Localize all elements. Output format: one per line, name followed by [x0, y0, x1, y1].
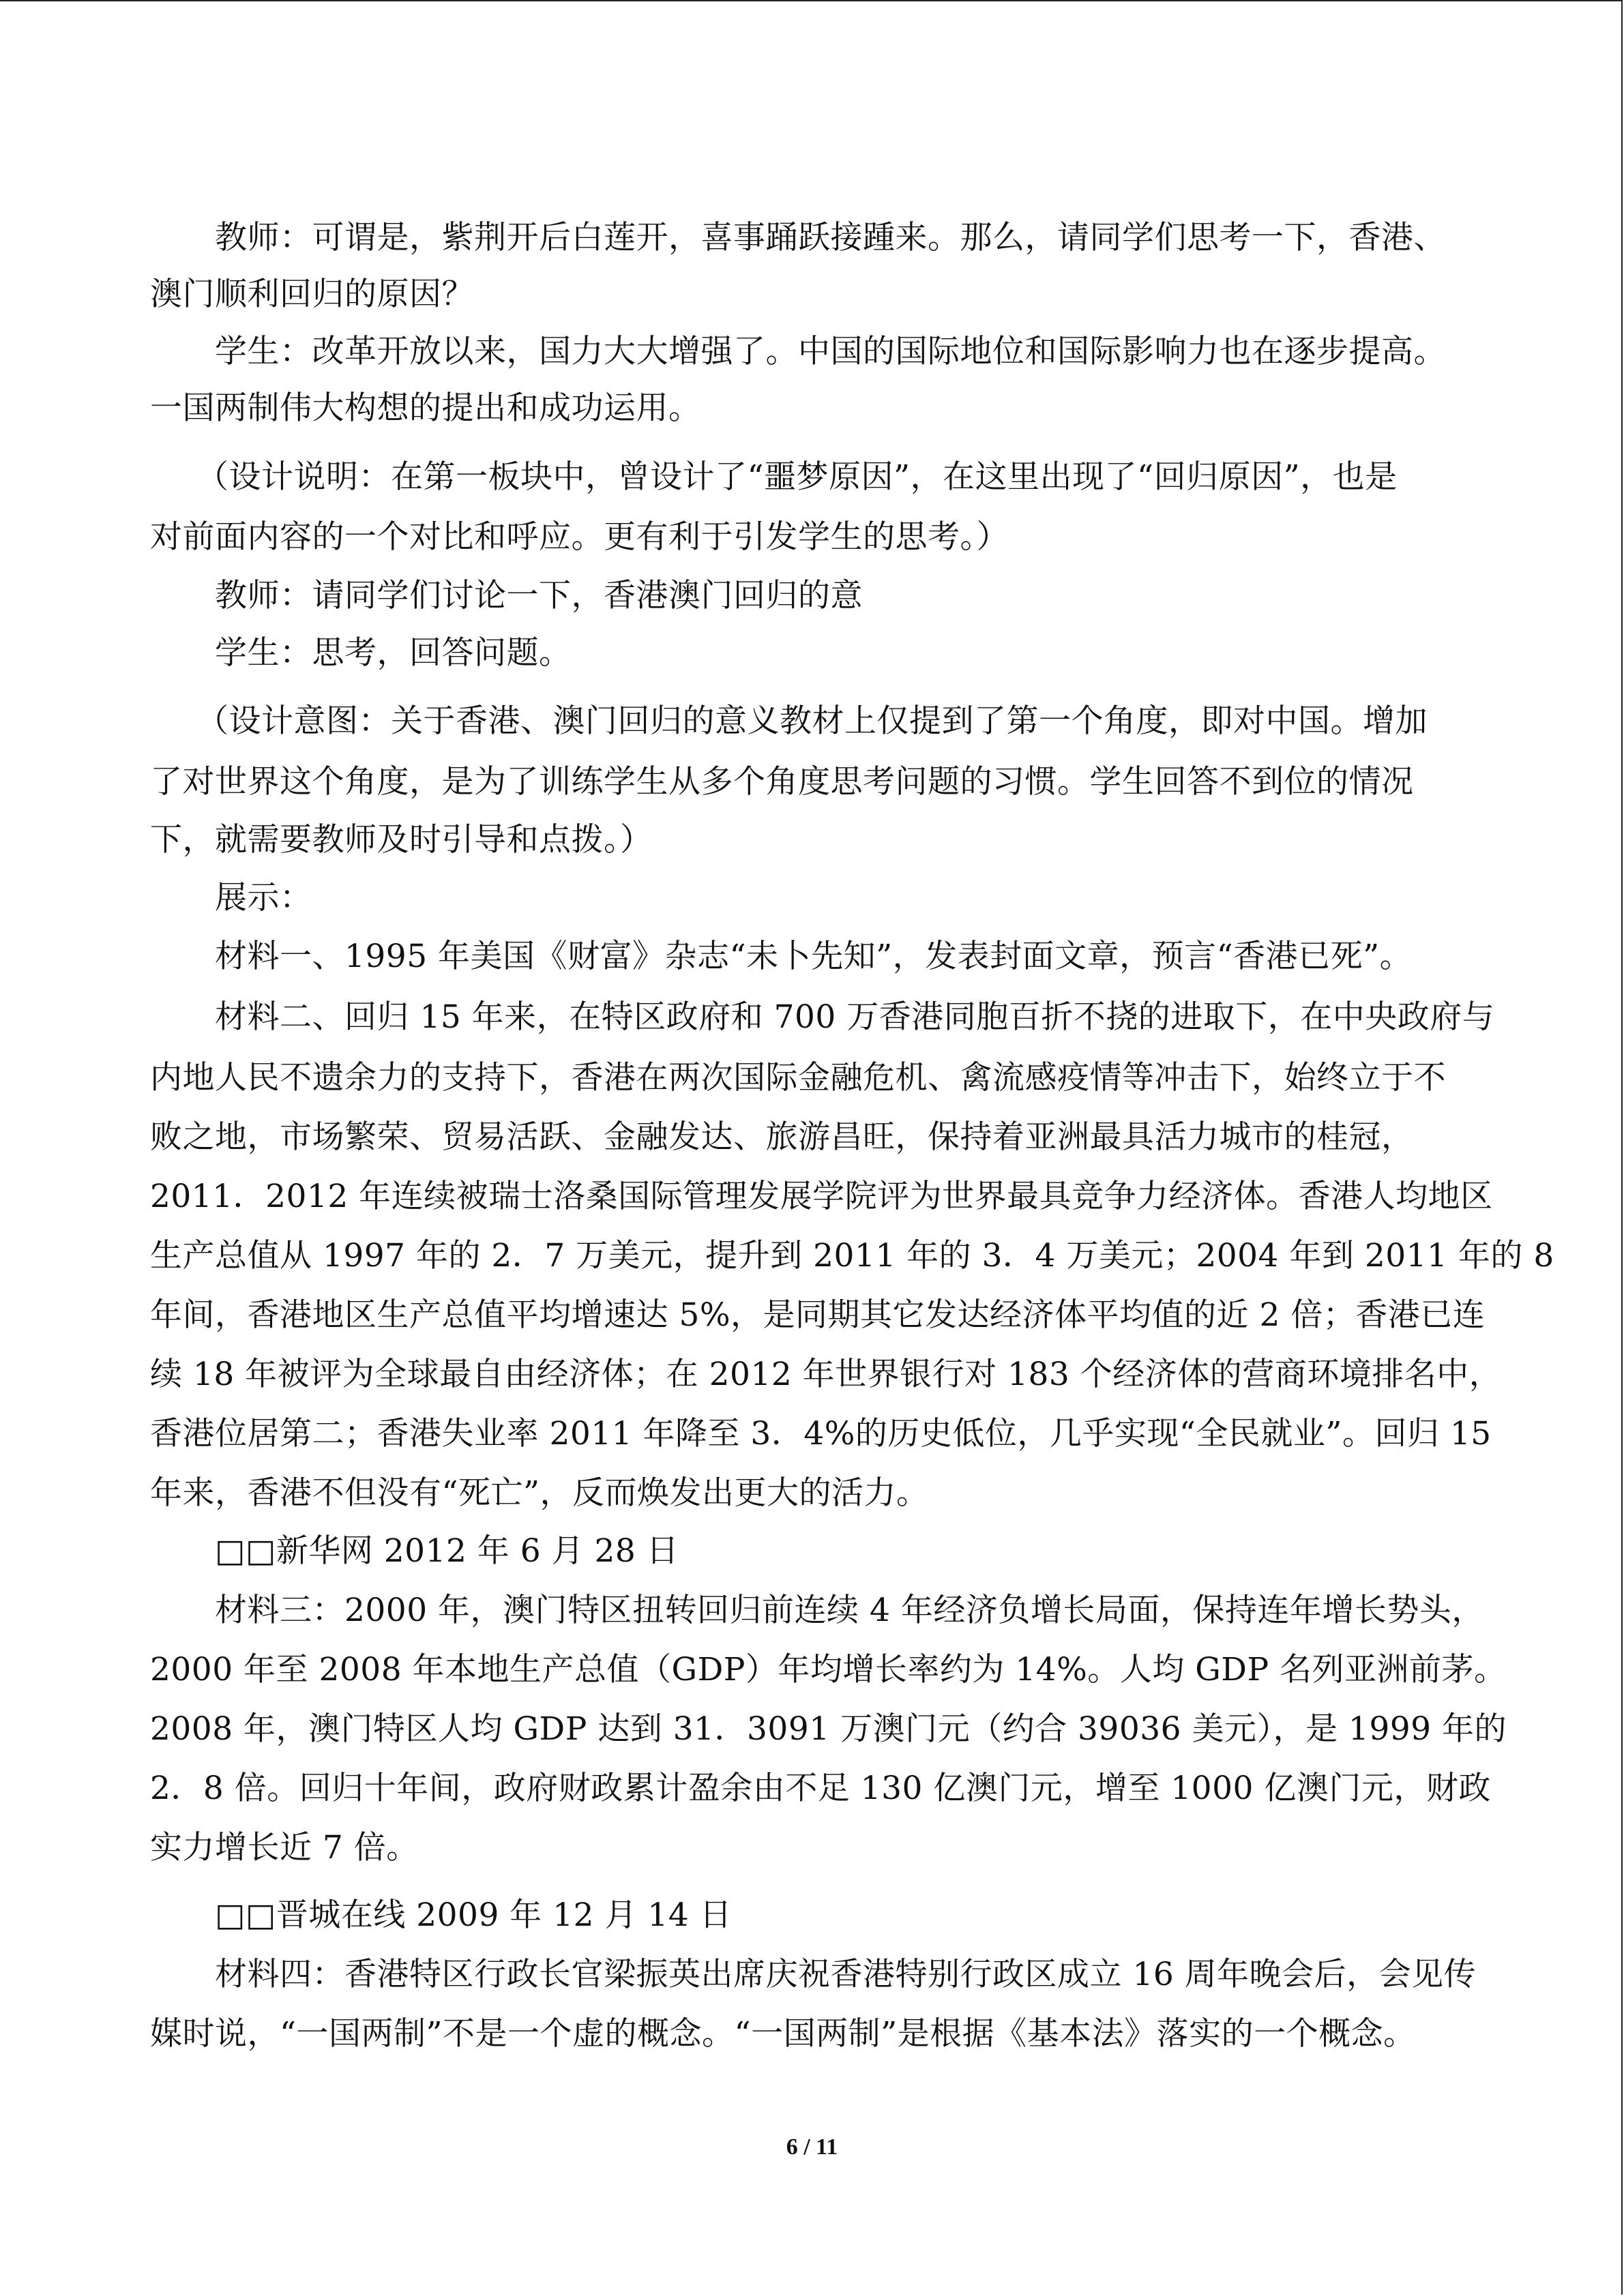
- text-line: 2．8 倍。回归十年间，政府财政累计盈余由不足 130 亿澳门元，增至 1000 亿澳门元，财政: [150, 1770, 1491, 1807]
- text-line: （设计说明：在第一板块中，曾设计了“噩梦原因”，在这里出现了“回归原因”，也是: [196, 458, 1398, 496]
- text-line: 展示：: [215, 879, 312, 916]
- text-line: 内地人民不遗余力的支持下，香港在两次国际金融危机、禽流感疫情等冲击下，始终立于不: [150, 1059, 1446, 1097]
- text-line: 材料二、回归 15 年来，在特区政府和 700 万香港同胞百折不挠的进取下，在中央政府与: [215, 998, 1495, 1036]
- text-line: 年来，香港不但没有“死亡”，反而焕发出更大的活力。: [150, 1474, 929, 1512]
- text-line: 2011．2012 年连续被瑞士洛桑国际管理发展学院评为世界最具竞争力经济体。香港人均地区: [150, 1178, 1493, 1215]
- text-line: 材料四：香港特区行政长官梁振英出席庆祝香港特别行政区成立 16 周年晚会后，会见传: [215, 1956, 1477, 1993]
- text-line: 媒时说，“一国两制”不是一个虚的概念。“一国两制”是根据《基本法》落实的一个概念。: [150, 2015, 1416, 2053]
- text-line: （设计意图：关于香港、澳门回归的意义教材上仅提到了第一个角度，即对中国。增加: [196, 702, 1428, 740]
- text-line: 2000 年至 2008 年本地生产总值（GDP）年均增长率约为 14%。人均 GDP 名列亚洲前茅。: [150, 1651, 1507, 1688]
- text-line: 教师：可谓是，紫荆开后白莲开，喜事踊跃接踵来。那么，请同学们思考一下，香港、: [215, 219, 1446, 256]
- text-line: 对前面内容的一个对比和呼应。更有利于引发学生的思考。）: [150, 518, 1009, 556]
- text-line: 学生：改革开放以来，国力大大增强了。中国的国际地位和国际影响力也在逐步提高。: [215, 333, 1446, 370]
- text-line: 续 18 年被评为全球最自由经济体；在 2012 年世界银行对 183 个经济体的营商环境排名中，: [150, 1356, 1502, 1393]
- text-line: 教师：请同学们讨论一下，香港澳门回归的意: [215, 577, 863, 614]
- text-line: 生产总值从 1997 年的 2．7 万美元，提升到 2011 年的 3．4 万美元；2004 年到 2011 年的 8: [150, 1237, 1554, 1274]
- text-line: 香港位居第二；香港失业率 2011 年降至 3．4%的历史低位，几乎实现“全民就业”。回归 15: [150, 1415, 1492, 1452]
- text-line: 材料一、1995 年美国《财富》杂志“未卜先知”，发表封面文章，预言“香港已死”。: [215, 938, 1413, 975]
- text-line: 材料三：2000 年，澳门特区扭转回归前连续 4 年经济负增长局面，保持连年增长势头，: [215, 1592, 1484, 1629]
- text-line: 下，就需要教师及时引导和点拨。）: [150, 821, 653, 859]
- text-line: 2008 年，澳门特区人均 GDP 达到 31．3091 万澳门元（约合 39036 美元），是 1999 年的: [150, 1710, 1507, 1748]
- source-citation: □□新华网 2012 年 6 月 28 日: [215, 1532, 679, 1570]
- text-line: 一国两制伟大构想的提出和成功运用。: [150, 389, 701, 427]
- text-line: 年间，香港地区生产总值平均增速达 5%，是同期其它发达经济体平均值的近 2 倍；香港已连: [150, 1296, 1486, 1334]
- text-line: 实力增长近 7 倍。: [150, 1829, 419, 1866]
- text-line: 学生：思考，回答问题。: [215, 634, 572, 672]
- source-citation: □□晋城在线 2009 年 12 月 14 日: [215, 1896, 733, 1934]
- text-line: 败之地，市场繁荣、贸易活跃、金融发达、旅游昌旺，保持着亚洲最具活力城市的桂冠，: [150, 1118, 1414, 1156]
- text-line: 了对世界这个角度，是为了训练学生从多个角度思考问题的习惯。学生回答不到位的情况: [150, 763, 1414, 801]
- text-line: 澳门顺利回归的原因？: [150, 275, 474, 313]
- page-number: 6 / 11: [786, 2134, 838, 2160]
